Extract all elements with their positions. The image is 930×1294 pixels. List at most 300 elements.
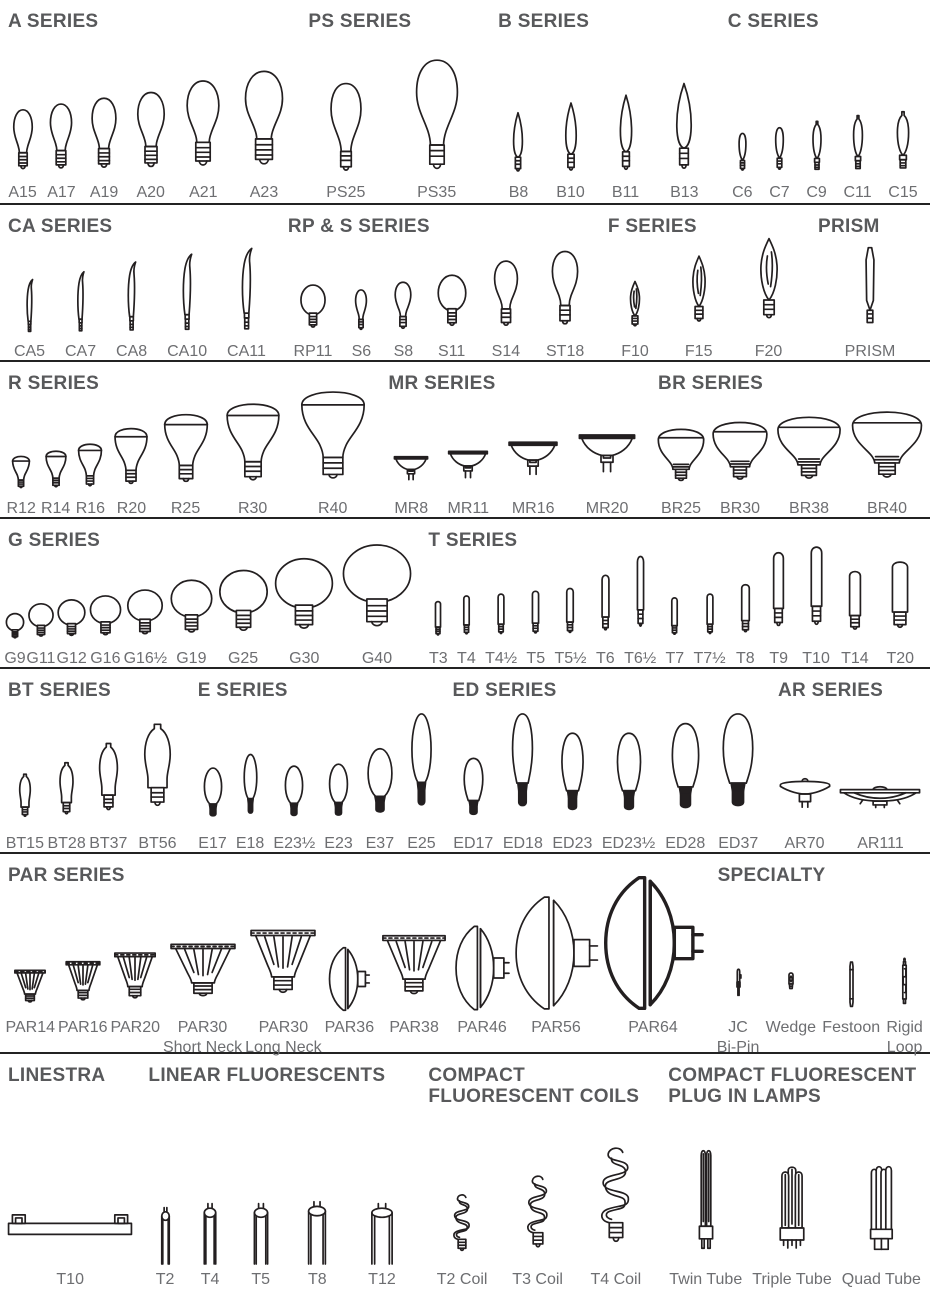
bulb-label: T12 (368, 1271, 396, 1288)
bulb-label: E23½ (273, 835, 316, 852)
s-sign-icon (352, 288, 370, 336)
ed-ellipse-icon (611, 730, 647, 828)
bulb-label-block (453, 828, 493, 852)
bulb-item-mr11 (447, 447, 489, 517)
bulb-label: B11 (611, 184, 640, 201)
a-bulb-icon (179, 77, 227, 177)
bulb-label-block (201, 1264, 220, 1294)
c-cone-icon (734, 131, 751, 177)
bulb-item-e23 (273, 764, 315, 852)
bulb-item-par14 (5, 964, 55, 1052)
wedge-icon (781, 970, 801, 1012)
bulb-label: T4 (457, 650, 476, 667)
bulb-strip (300, 72, 490, 203)
bulb-label: PAR36 (324, 1019, 375, 1036)
section-prism (810, 205, 930, 360)
bulb-label-block (429, 643, 448, 667)
bulb-label-block (624, 643, 656, 667)
bulb-label: MR20 (585, 500, 629, 517)
bt-tube-icon (53, 760, 80, 828)
bulb-sublabel: Long Neck (245, 1038, 322, 1056)
bulb-label: T3 (429, 650, 448, 667)
plugin-quad-icon (861, 1164, 901, 1264)
section-title: BT SERIES (8, 680, 111, 701)
section-c-series (720, 0, 930, 203)
bulb-strip (720, 72, 930, 203)
bulb-label-block (394, 336, 414, 360)
bulb-label-block (669, 1264, 742, 1294)
section-linestra (0, 1054, 140, 1294)
t-tube-icon (765, 547, 792, 643)
t-tube-icon (632, 551, 649, 643)
bulb-label: JC (728, 1019, 748, 1036)
bulb-label-block (596, 643, 615, 667)
bulb-sublabel: Loop (886, 1038, 923, 1056)
bulb-label-block (806, 177, 826, 203)
bulb-label-block (41, 493, 70, 517)
globe-icon (168, 579, 215, 643)
t-tube-icon (802, 541, 831, 643)
t-tube-icon (840, 567, 870, 643)
bulb-sublabel: Bi-Pin (716, 1038, 760, 1056)
bulb-item-jc-bi-pin (716, 964, 760, 1056)
ca-bent-icon (120, 260, 143, 336)
cfl-coil-icon (588, 1140, 644, 1264)
bulb-label-block (8, 177, 36, 203)
bulb-label-block (447, 493, 489, 517)
bulb-item-mr20 (577, 429, 637, 517)
bulb-label-block (65, 336, 96, 360)
t-tube-icon (879, 557, 921, 643)
bulb-label-block (58, 1012, 108, 1052)
bulb-item-br38 (772, 405, 846, 517)
ar70-dish-icon (777, 776, 833, 828)
bulb-item-t5 (526, 588, 545, 667)
bulb-strip (600, 263, 810, 360)
r-reflector-icon (158, 403, 214, 493)
bulb-item-ca8 (116, 260, 147, 360)
bulb-label: R14 (40, 500, 71, 517)
bulb-strip (0, 263, 280, 360)
bulb-item-f10 (621, 280, 649, 360)
bulb-item-rigid-loop (886, 958, 923, 1056)
bulb-item-wedge (766, 970, 816, 1052)
bulb-item-s11 (436, 274, 468, 360)
bulb-strip (650, 420, 930, 517)
bulb-label-block (90, 643, 120, 667)
bulb-label: PAR46 (457, 1019, 507, 1036)
bulb-strip (0, 727, 190, 852)
bulb-label: T20 (886, 650, 915, 667)
bulb-item-c9 (806, 119, 826, 203)
section-f-series (600, 205, 810, 360)
bulb-label-block (227, 336, 266, 360)
bulb-item-r25 (158, 403, 214, 517)
bulb-label: T4½ (485, 650, 518, 667)
bulb-label: Triple Tube (752, 1271, 832, 1288)
bulb-label-block (685, 336, 713, 360)
bulb-strip (380, 420, 650, 517)
bulb-strip (660, 1144, 930, 1294)
bulb-label-block (554, 643, 586, 667)
bulb-label-block (176, 643, 206, 667)
linear-tube-icon (246, 1202, 276, 1264)
section-title: A SERIES (8, 11, 99, 32)
r-reflector-icon (10, 451, 32, 493)
bulb-label: G16 (90, 650, 121, 667)
ps-bulb-icon (407, 57, 467, 177)
bulb-label: CA10 (167, 343, 208, 360)
bulb-item-par16 (58, 954, 108, 1052)
bulb-strip (445, 727, 771, 852)
bulb-label-block (716, 1012, 760, 1056)
bulb-label-block (531, 1012, 581, 1052)
bulb-label-block (238, 493, 267, 517)
bulb-label-block (661, 493, 701, 517)
bulb-label: ED37 (718, 835, 759, 852)
bulb-item-par30-short-neck (162, 934, 243, 1056)
bulb-label-block (4, 643, 25, 667)
bulb-item-s6 (352, 288, 372, 360)
bulb-label-block (628, 1012, 678, 1052)
globe-icon (27, 603, 55, 643)
bulb-label: BR30 (720, 500, 761, 517)
linear-tube-icon (298, 1200, 336, 1264)
bulb-label-block (512, 493, 555, 517)
b-candle-icon (612, 93, 640, 177)
bulb-label-block (417, 177, 456, 203)
bulb-label-block (308, 1264, 327, 1294)
section-t-series (420, 519, 930, 667)
bulb-item-ca5 (14, 278, 45, 360)
bulb-item-par56 (513, 894, 599, 1052)
bulb-item-rp11 (294, 284, 333, 360)
bulb-label: T7 (665, 650, 685, 667)
bulb-label: E17 (198, 835, 227, 852)
bulb-label: PAR30 (177, 1019, 228, 1036)
bulb-label: T3 Coil (512, 1271, 563, 1288)
bulb-label-block (76, 493, 105, 517)
bulb-item-br25 (654, 419, 708, 517)
bulb-item-ca10 (167, 252, 207, 360)
b-candle-icon (666, 81, 702, 177)
bulb-label: T9 (769, 650, 789, 667)
bulb-label: Festoon (822, 1019, 881, 1036)
section-title: R SERIES (8, 373, 100, 394)
bulb-label-block (57, 643, 87, 667)
bulb-label-block (769, 643, 788, 667)
cfl-coil-icon (446, 1190, 478, 1264)
chart-row (0, 360, 930, 517)
bulb-label: T14 (841, 650, 869, 667)
r-reflector-icon (75, 437, 105, 493)
bulb-item-g9 (4, 613, 25, 667)
bulb-label: B8 (508, 184, 529, 201)
section-linear-fluorescents (140, 1054, 420, 1294)
bulb-label: ED17 (453, 835, 494, 852)
bulb-item-st18 (544, 248, 586, 360)
t-tube-icon (667, 595, 682, 643)
r-reflector-icon (43, 445, 69, 493)
section-r-series (0, 362, 380, 517)
bulb-label-block (89, 828, 127, 852)
section-ca-series (0, 205, 280, 360)
bulb-label-block (47, 177, 75, 203)
bulb-label-block (6, 828, 44, 852)
section-title: COMPACT FLUORESCENT PLUG IN LAMPS (668, 1065, 917, 1108)
bulb-label: AR70 (784, 835, 825, 852)
bulb-label-block (250, 177, 278, 203)
e-ellipse-icon (407, 710, 436, 828)
bulb-strip (770, 727, 930, 852)
bulb-item-t6 (624, 551, 656, 667)
ed-ellipse-icon (715, 710, 761, 828)
bulb-label: S14 (491, 343, 521, 360)
bulb-label-block (352, 336, 372, 360)
bulb-label-block (162, 1012, 243, 1056)
bulb-label: ED23½ (601, 835, 656, 852)
globe-icon (338, 543, 416, 643)
bulb-strip (140, 1144, 420, 1294)
t-tube-icon (702, 591, 718, 643)
bulb-strip (420, 573, 930, 667)
bulb-label-block (556, 177, 584, 203)
bulb-label: T8 (307, 1271, 327, 1288)
bulb-label-block (5, 1012, 55, 1052)
bulb-item-c7 (769, 125, 789, 203)
t-tube-icon (459, 593, 474, 643)
bulb-label: R40 (318, 500, 348, 517)
bulb-label-block (822, 1012, 880, 1052)
bulb-label: S6 (351, 343, 372, 360)
ca-bent-icon (174, 252, 200, 336)
bulb-strip (0, 72, 300, 203)
bulb-item-par64 (602, 874, 704, 1052)
c-flame-icon (807, 119, 827, 177)
bulb-label: R20 (116, 500, 147, 517)
section-a-series (0, 0, 300, 203)
bulb-sublabel: Short Neck (162, 1038, 243, 1056)
bulb-label: G19 (176, 650, 207, 667)
bulb-label-block (90, 177, 118, 203)
par-side-icon (513, 894, 599, 1012)
cfl-coil-icon (518, 1170, 558, 1264)
ed-ellipse-icon (507, 710, 538, 828)
bulb-item-t7 (694, 591, 726, 667)
bulb-label-block (785, 828, 825, 852)
bulb-item-ps25 (324, 81, 368, 203)
bulb-label: E37 (365, 835, 395, 852)
bulb-label: G9 (4, 650, 26, 667)
section-title: B SERIES (498, 11, 590, 32)
bulb-label-block (755, 336, 783, 360)
bulb-label: G30 (289, 650, 320, 667)
bulb-label: G16½ (123, 650, 168, 667)
bulb-label: BT15 (5, 835, 44, 852)
a-bulb-icon (9, 107, 37, 177)
br-reflector-icon (772, 405, 846, 493)
a-bulb-icon (86, 95, 122, 177)
globe-icon (5, 613, 25, 643)
bulb-strip (490, 72, 720, 203)
bulb-item-ed28 (665, 720, 706, 852)
b-candle-icon (507, 111, 529, 177)
bulb-label: R30 (237, 500, 268, 517)
e-ellipse-icon (200, 766, 226, 828)
bulb-item-ed23 (552, 730, 592, 852)
bulb-label-block (189, 177, 217, 203)
bulb-label: A23 (249, 184, 279, 201)
bulb-label: ED28 (665, 835, 706, 852)
bulb-label: B13 (670, 184, 699, 201)
bulb-label: T5 (251, 1271, 271, 1288)
ca-bent-icon (21, 278, 38, 336)
bulb-label-block (457, 643, 476, 667)
section-title: CA SERIES (8, 216, 113, 237)
section-title: MR SERIES (388, 373, 496, 394)
bulb-item-t8 (735, 581, 756, 667)
par-front-icon (63, 954, 103, 1012)
linear-tube-icon (359, 1202, 405, 1264)
s-sign-icon (544, 248, 586, 336)
mr-reflector-icon (447, 447, 489, 493)
t-tube-icon (596, 571, 615, 643)
bulb-item-c6 (732, 131, 752, 203)
bulb-item-par38 (377, 924, 451, 1052)
bulb-label: T10 (56, 1271, 84, 1288)
bulb-item-g12 (56, 599, 87, 667)
bulb-label-block (438, 336, 465, 360)
bulb-label: T2 (155, 1271, 175, 1288)
bulb-label: G12 (56, 650, 87, 667)
bulb-label: T7½ (693, 650, 726, 667)
bulb-label: MR16 (511, 500, 555, 517)
bulb-label-block (324, 828, 352, 852)
bulb-label-block (318, 493, 347, 517)
bulb-label: E23 (324, 835, 353, 852)
chart-row (0, 203, 930, 360)
bulb-item-s8 (390, 280, 416, 360)
bulb-label-block (509, 177, 529, 203)
bulb-label: S8 (393, 343, 414, 360)
section-rp-s-series (280, 205, 600, 360)
bulb-strip (190, 727, 445, 852)
bulb-item-t20 (879, 557, 921, 667)
bt-tube-icon (14, 772, 36, 828)
bulb-item-par46 (454, 924, 510, 1052)
bulb-item-ed17 (453, 756, 493, 852)
bulb-label-block (407, 828, 435, 852)
bulb-item-t4 (197, 1202, 223, 1294)
bulb-strip (280, 263, 600, 360)
bulb-label: ST18 (546, 343, 585, 360)
bulb-item-b10 (556, 101, 584, 203)
section-title: G SERIES (8, 530, 101, 551)
bulb-item-twin-tube (669, 1146, 742, 1294)
globe-icon (436, 274, 468, 336)
bulb-item-ca11 (227, 246, 266, 360)
par-front-icon (165, 934, 241, 1012)
bulb-item-f20 (749, 236, 789, 360)
bulb-label-block (245, 1012, 322, 1056)
bulb-label-block (171, 493, 200, 517)
section-bt-series (0, 669, 190, 852)
bulb-item-t3 (429, 599, 448, 667)
b-candle-icon (558, 101, 584, 177)
section-title: T SERIES (428, 530, 518, 551)
bulb-label: R12 (6, 500, 36, 517)
bulb-label: PS35 (417, 184, 457, 201)
bulb-label-block (457, 1012, 507, 1052)
bulb-label: AR111 (857, 835, 904, 852)
bulb-item-a21 (179, 77, 227, 203)
r-reflector-icon (292, 377, 374, 493)
bulb-label: S11 (438, 343, 466, 360)
bulb-item-g40 (338, 543, 416, 667)
bulb-label-block (752, 1264, 831, 1294)
bulb-label: ED18 (502, 835, 543, 852)
bulb-label-block (136, 177, 164, 203)
bulb-label-block (437, 1264, 488, 1294)
globe-icon (299, 284, 327, 336)
bulb-item-s14 (487, 258, 525, 360)
bulb-label: T10 (802, 650, 830, 667)
bulb-label-block (789, 493, 829, 517)
linear-tube-icon (197, 1202, 223, 1264)
bulb-label-block (694, 643, 726, 667)
bulb-item-t6 (596, 571, 615, 667)
bulb-item-g11 (26, 603, 55, 667)
bulb-label-block (503, 828, 543, 852)
bulb-label-block (156, 1264, 175, 1294)
f-flame-icon (749, 236, 789, 336)
bulb-item-par30-long-neck (245, 918, 322, 1056)
bulb-item-e17 (198, 766, 226, 852)
bulb-item-festoon (822, 960, 880, 1052)
bulb-label: A15 (8, 184, 37, 201)
bulb-label-block (116, 336, 147, 360)
bulb-item-t14 (840, 567, 870, 667)
bulb-label-block (886, 643, 914, 667)
rigid-loop-icon (896, 958, 913, 1012)
bulb-label: CA7 (65, 343, 97, 360)
bulb-label: Twin Tube (669, 1271, 743, 1288)
bulb-item-g16 (88, 595, 123, 667)
bulb-item-bt28 (47, 760, 85, 852)
bulb-item-mr8 (393, 453, 429, 517)
par-front-icon (12, 964, 48, 1012)
bulb-label: PS25 (326, 184, 366, 201)
bulb-label-block (843, 177, 871, 203)
bulb-item-f15 (684, 254, 714, 360)
bulb-item-t12 (359, 1202, 405, 1294)
plugin-twin-icon (691, 1146, 721, 1264)
section-title: ED SERIES (452, 680, 557, 701)
bulb-item-t2-coil (437, 1190, 488, 1294)
ca-bent-icon (71, 270, 90, 336)
bulb-item-quad-tube (842, 1164, 921, 1294)
ca-bent-icon (232, 246, 261, 336)
bulb-label: A21 (189, 184, 218, 201)
par-front-icon (377, 924, 451, 1012)
bulb-label-block (394, 493, 428, 517)
bulb-item-t10 (802, 541, 831, 667)
linear-tube-icon (157, 1206, 174, 1264)
bulb-label-block (26, 643, 55, 667)
bulb-label-block (857, 828, 904, 852)
bulb-label-block (167, 336, 207, 360)
bulb-label-block (325, 1012, 375, 1052)
